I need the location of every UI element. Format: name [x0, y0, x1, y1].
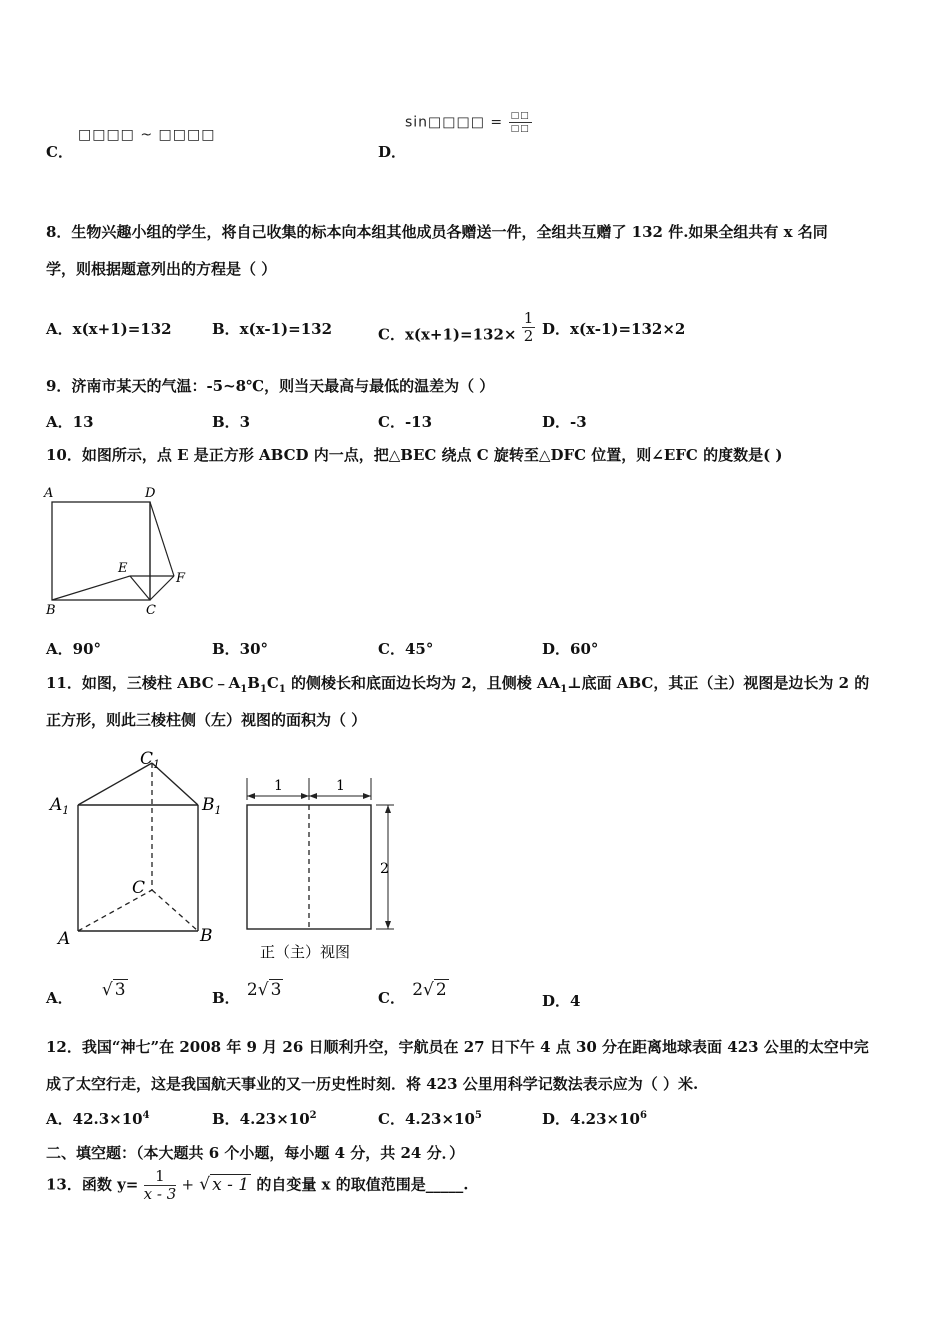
q12-option-c-base: C．4.23×10: [378, 1110, 475, 1128]
q11-option-c: [378, 980, 447, 1008]
q12-option-b-exp: 2: [309, 1110, 317, 1121]
q11-label-b: B: [200, 926, 213, 946]
q10-option-d: D．60°: [542, 640, 599, 658]
q7-option-c-formula: □□□□ ~ □□□□: [78, 127, 216, 143]
q13-frac-den: x - 3: [143, 1185, 177, 1203]
q11-line1-b: B: [247, 674, 260, 692]
q10-option-b: B．30°: [212, 640, 269, 658]
q12-text-line2: 成了太空行走，这是我国航天事业的又一历史性时刻．将 423 公里用科学记数法表示应为（ ）米.: [46, 1075, 699, 1093]
q11-edge-a1c1: [78, 763, 152, 805]
q11-dim-label-right: 1: [336, 778, 345, 794]
q11-option-a: [46, 980, 126, 1008]
q7-d-frac-den: □□: [510, 124, 530, 134]
q10-segment-be: [52, 576, 130, 600]
q11-option-a-label: A．: [46, 989, 73, 1007]
q11-line1-mid: 的侧棱长和底面边长均为 2，且侧棱 AA: [285, 674, 561, 692]
q12-option-c: [378, 1108, 482, 1129]
q12-option-c-exp: 5: [474, 1110, 482, 1121]
q11-dim-label-left: 1: [274, 778, 283, 794]
q10-label-c: C: [146, 603, 156, 618]
q7-option-d-label: D．: [378, 143, 407, 161]
q7-d-fraction: [509, 110, 532, 135]
q10-option-c: C．45°: [378, 640, 434, 658]
q10-segment-fc: [150, 576, 174, 600]
q11-option-b-label: B．: [212, 989, 240, 1007]
q12-option-d-exp: 6: [639, 1110, 647, 1121]
q10-square-figure: [40, 482, 200, 618]
q11-prism-figure: [44, 748, 230, 948]
q11-front-view-figure: [240, 770, 400, 964]
q11-option-b-radicand: 3: [270, 980, 282, 1000]
q13-radicand: x - 1: [212, 1174, 250, 1195]
q11-sub2: 1: [259, 684, 267, 695]
q11-view-caption: 正（主）视图: [260, 943, 351, 961]
q11-option-c-label: C．: [378, 989, 405, 1007]
q13-sqrt: √ x - 1: [199, 1174, 250, 1195]
q8-option-c-fraction: [522, 310, 536, 345]
q11-hidden-edge-cb: [152, 890, 198, 931]
q10-segment-df: [150, 502, 174, 576]
q11-line1-c: C: [266, 674, 279, 692]
q8-option-d: D．x(x-1)=132×2: [542, 320, 686, 338]
q8-c-frac-num: 1: [523, 309, 534, 327]
q9-option-a: A．13: [46, 413, 94, 431]
q10-label-b: B: [46, 603, 56, 618]
q11-label-a1: $A_1$: [50, 795, 70, 817]
q8-option-b: B．x(x-1)=132: [212, 320, 333, 338]
q13-plus: +: [181, 1175, 195, 1194]
q12-option-a: [46, 1108, 150, 1129]
q10-segment-ec: [130, 576, 150, 600]
q10-text: 10．如图所示，点 E 是正方形 ABCD 内一点，把△BEC 绕点 C 旋转至△DFC 位置，则∠EFC 的度数是( ): [46, 446, 783, 464]
q12-option-b-base: B．4.23×10: [212, 1110, 310, 1128]
q13-frac-num: 1: [144, 1168, 177, 1186]
q11-option-c-sqrt: 2√ 2: [412, 980, 447, 1000]
q9-option-b: B．3: [212, 413, 251, 431]
q11-dim-label-side: 2: [380, 861, 389, 877]
q11-option-d: D．4: [542, 992, 581, 1010]
q12-option-d-base: D．4.23×10: [542, 1110, 640, 1128]
q8-c-frac-den: 2: [523, 327, 534, 345]
q8-option-c-text: C．x(x+1)=132×: [378, 325, 517, 344]
q7-d-frac-num: □□: [510, 111, 530, 121]
q10-label-f: F: [176, 571, 186, 586]
q7-option-c-label: C．: [46, 143, 73, 161]
q12-option-a-exp: 4: [142, 1110, 150, 1121]
q8-option-a: A．x(x+1)=132: [46, 320, 172, 338]
section2-heading: 二、填空题：（本大题共 6 个小题，每小题 4 分，共 24 分．）: [46, 1144, 465, 1162]
q11-label-c1: $C_1$: [140, 749, 161, 771]
q10-label-d: D: [145, 486, 156, 501]
q9-text: 9．济南市某天的气温：-5~8℃，则当天最高与最低的温差为（ ）: [46, 377, 495, 395]
q10-label-e: E: [118, 561, 128, 576]
q11-sub4: 1: [560, 684, 568, 695]
q11-option-a-sqrt: √ 3: [101, 980, 126, 1000]
q11-label-b1: $B_1$: [202, 795, 222, 817]
q12-option-b: [212, 1108, 317, 1129]
q11-line1-pre: 11．如图，三棱柱 ABC﹣A: [46, 674, 241, 692]
q7-d-formula-left: sin□□□□ =: [405, 114, 504, 131]
q11-option-b-sqrt: 2√ 3: [246, 980, 282, 1000]
q9-option-c: C．-13: [378, 413, 433, 431]
q11-option-c-coef: 2: [412, 980, 424, 1000]
q11-line1-post: ⊥底面 ABC，其正（主）视图是边长为 2 的: [567, 674, 870, 692]
q12-option-a-base: A．42.3×10: [46, 1110, 143, 1128]
q11-sub3: 1: [278, 684, 286, 695]
q11-option-c-radicand: 2: [435, 980, 447, 1000]
q11-label-a: A: [58, 929, 71, 948]
q11-option-a-radicand: 3: [114, 980, 126, 1000]
q11-sub1: 1: [240, 684, 248, 695]
q11-option-b: [212, 980, 282, 1008]
q12-option-d: [542, 1108, 647, 1129]
q8-text-line1: 8．生物兴趣小组的学生，将自己收集的标本向本组其他成员各赠送一件，全组共互赠了 132 件.如果全组共有 x 名同: [46, 223, 828, 241]
q8-text-line2: 学，则根据题意列出的方程是（ ）: [46, 260, 277, 278]
q11-option-b-coef: 2: [246, 980, 258, 1000]
q11-text-line2: 正方形，则此三棱柱侧（左）视图的面积为（ ）: [46, 711, 367, 729]
q7-option-d-formula: [405, 110, 532, 135]
q8-option-c: [378, 309, 535, 353]
q13-text: [46, 1168, 468, 1203]
q12-text-line1: 12．我国“神七”在 2008 年 9 月 26 日顺利升空，宇航员在 27 日下午 4 点 30 分在距离地球表面 423 公里的太空中完: [46, 1038, 869, 1056]
q10-label-a: A: [44, 486, 54, 501]
q9-option-d: D．-3: [542, 413, 587, 431]
q13-fraction: [144, 1168, 177, 1203]
q11-label-c: C: [132, 878, 146, 898]
q13-post: 的自变量 x 的取值范围是_____.: [256, 1175, 469, 1194]
q11-text-line1: [46, 673, 869, 700]
q10-option-a: A．90°: [46, 640, 102, 658]
q13-pre: 13．函数 y=: [46, 1175, 139, 1194]
